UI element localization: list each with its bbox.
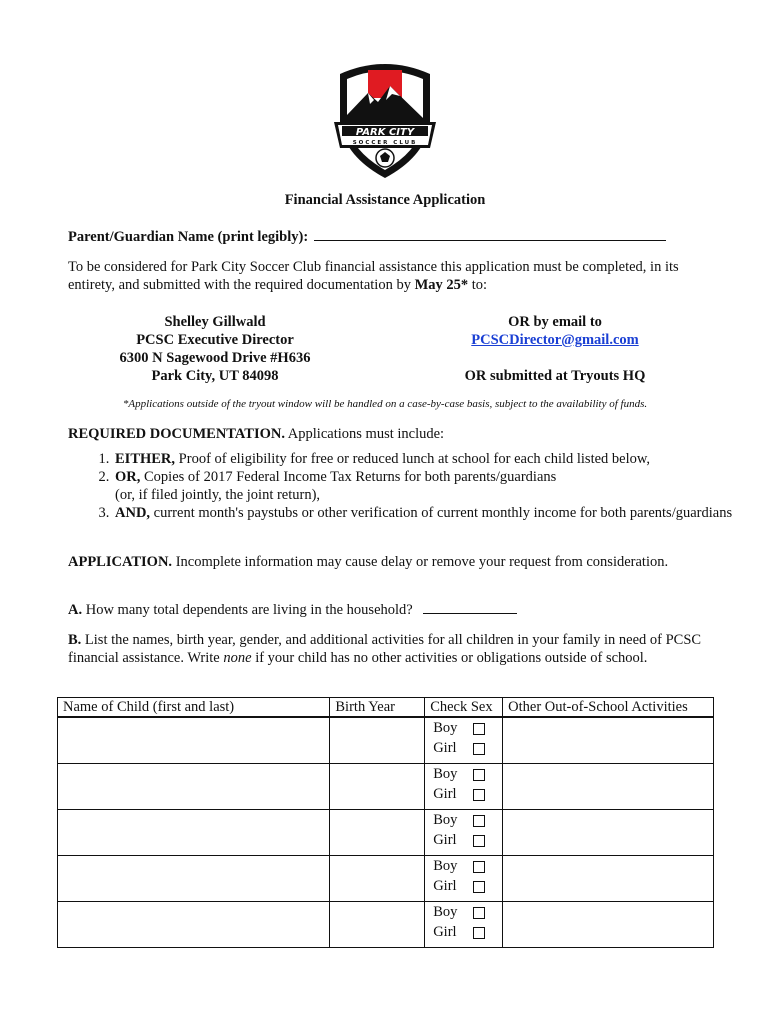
guardian-name-field [68, 228, 666, 246]
girl-checkbox[interactable] [473, 835, 485, 847]
boy-checkbox[interactable] [473, 861, 485, 873]
table-row [58, 810, 714, 856]
activities-cell[interactable] [503, 717, 714, 764]
tryouts-option: OR submitted at Tryouts HQ [464, 368, 646, 384]
boy-checkbox[interactable] [473, 907, 485, 919]
table-row [58, 764, 714, 810]
girl-checkbox[interactable] [473, 881, 485, 893]
question-b: B. List the names, birth year, gender, and additional activities for all children in your family in need of PCSC financial assistance. Write none if your child has no other activities or obligations outside of school. [68, 632, 702, 666]
sex-cell: Boy Girl [425, 902, 503, 948]
sex-cell: Boy Girl [425, 764, 503, 810]
alternate-submission [440, 313, 670, 385]
sex-cell: Boy Girl [425, 856, 503, 902]
col-header-sex: Check Sex [425, 698, 503, 718]
contact-name: Shelley Gillwald [164, 314, 266, 330]
sex-cell: Boy Girl [425, 810, 503, 856]
footnote: *Applications outside of the tryout window will be handled on a case-by-case basis, subject to the availability of funds. [122, 398, 648, 410]
girl-checkbox[interactable] [473, 927, 485, 939]
activities-cell[interactable] [503, 856, 714, 902]
dependents-blank[interactable] [423, 601, 517, 614]
table-row [58, 717, 714, 764]
table-row [58, 902, 714, 948]
birth-year-cell[interactable] [330, 902, 425, 948]
boy-checkbox[interactable] [473, 769, 485, 781]
activities-cell[interactable] [503, 764, 714, 810]
col-header-activities: Other Out-of-School Activities [503, 698, 714, 718]
list-item: 3. AND, current month's paystubs or other verification of current monthly income for both parents/guardians [113, 504, 763, 522]
mailing-address [100, 313, 330, 385]
child-name-cell[interactable] [58, 717, 330, 764]
activities-cell[interactable] [503, 902, 714, 948]
contact-city: Park City, UT 84098 [151, 368, 279, 384]
girl-checkbox[interactable] [473, 789, 485, 801]
guardian-name-blank[interactable] [314, 228, 666, 241]
child-name-cell[interactable] [58, 764, 330, 810]
deadline: May 25* [414, 277, 469, 293]
table-row [58, 856, 714, 902]
contact-role: PCSC Executive Director [136, 332, 294, 348]
col-header-birth-year: Birth Year [330, 698, 425, 718]
question-a: A. How many total dependents are living in the household? [68, 601, 718, 619]
list-item: 2. OR, Copies of 2017 Federal Income Tax Returns for both parents/guardians (or, if filed jointly, the joint return), [113, 468, 763, 504]
park-city-soccer-club-logo [330, 60, 440, 180]
child-name-cell[interactable] [58, 902, 330, 948]
girl-checkbox[interactable] [473, 743, 485, 755]
birth-year-cell[interactable] [330, 856, 425, 902]
required-list [68, 450, 763, 522]
intro-paragraph: To be considered for Park City Soccer Club financial assistance this application must be completed, in its entirety, and submitted with the required documentation by May 25* to: [68, 259, 679, 293]
birth-year-cell[interactable] [330, 764, 425, 810]
list-item: 1. EITHER, Proof of eligibility for free or reduced lunch at school for each child listed below, [113, 450, 763, 468]
child-name-cell[interactable] [58, 810, 330, 856]
birth-year-cell[interactable] [330, 717, 425, 764]
contact-street: 6300 N Sagewood Drive #H636 [119, 350, 311, 366]
boy-checkbox[interactable] [473, 815, 485, 827]
svg-text:PARK CITY: PARK CITY [355, 127, 415, 138]
required-heading: REQUIRED DOCUMENTATION. Applications must include: [68, 426, 445, 442]
form-title: Financial Assistance Application [284, 192, 486, 208]
email-label: OR by email to [508, 314, 602, 330]
boy-checkbox[interactable] [473, 723, 485, 735]
activities-cell[interactable] [503, 810, 714, 856]
child-name-cell[interactable] [58, 856, 330, 902]
guardian-name-label: Parent/Guardian Name (print legibly): [68, 229, 309, 245]
col-header-name: Name of Child (first and last) [58, 698, 330, 718]
children-table [57, 697, 714, 948]
svg-text:SOCCER CLUB: SOCCER CLUB [352, 140, 418, 146]
birth-year-cell[interactable] [330, 810, 425, 856]
application-paragraph: APPLICATION. Incomplete information may cause delay or remove your request from consideration. [68, 554, 669, 570]
sex-cell: Boy Girl [425, 717, 503, 764]
email-link[interactable]: PCSCDirector@gmail.com [471, 332, 639, 348]
